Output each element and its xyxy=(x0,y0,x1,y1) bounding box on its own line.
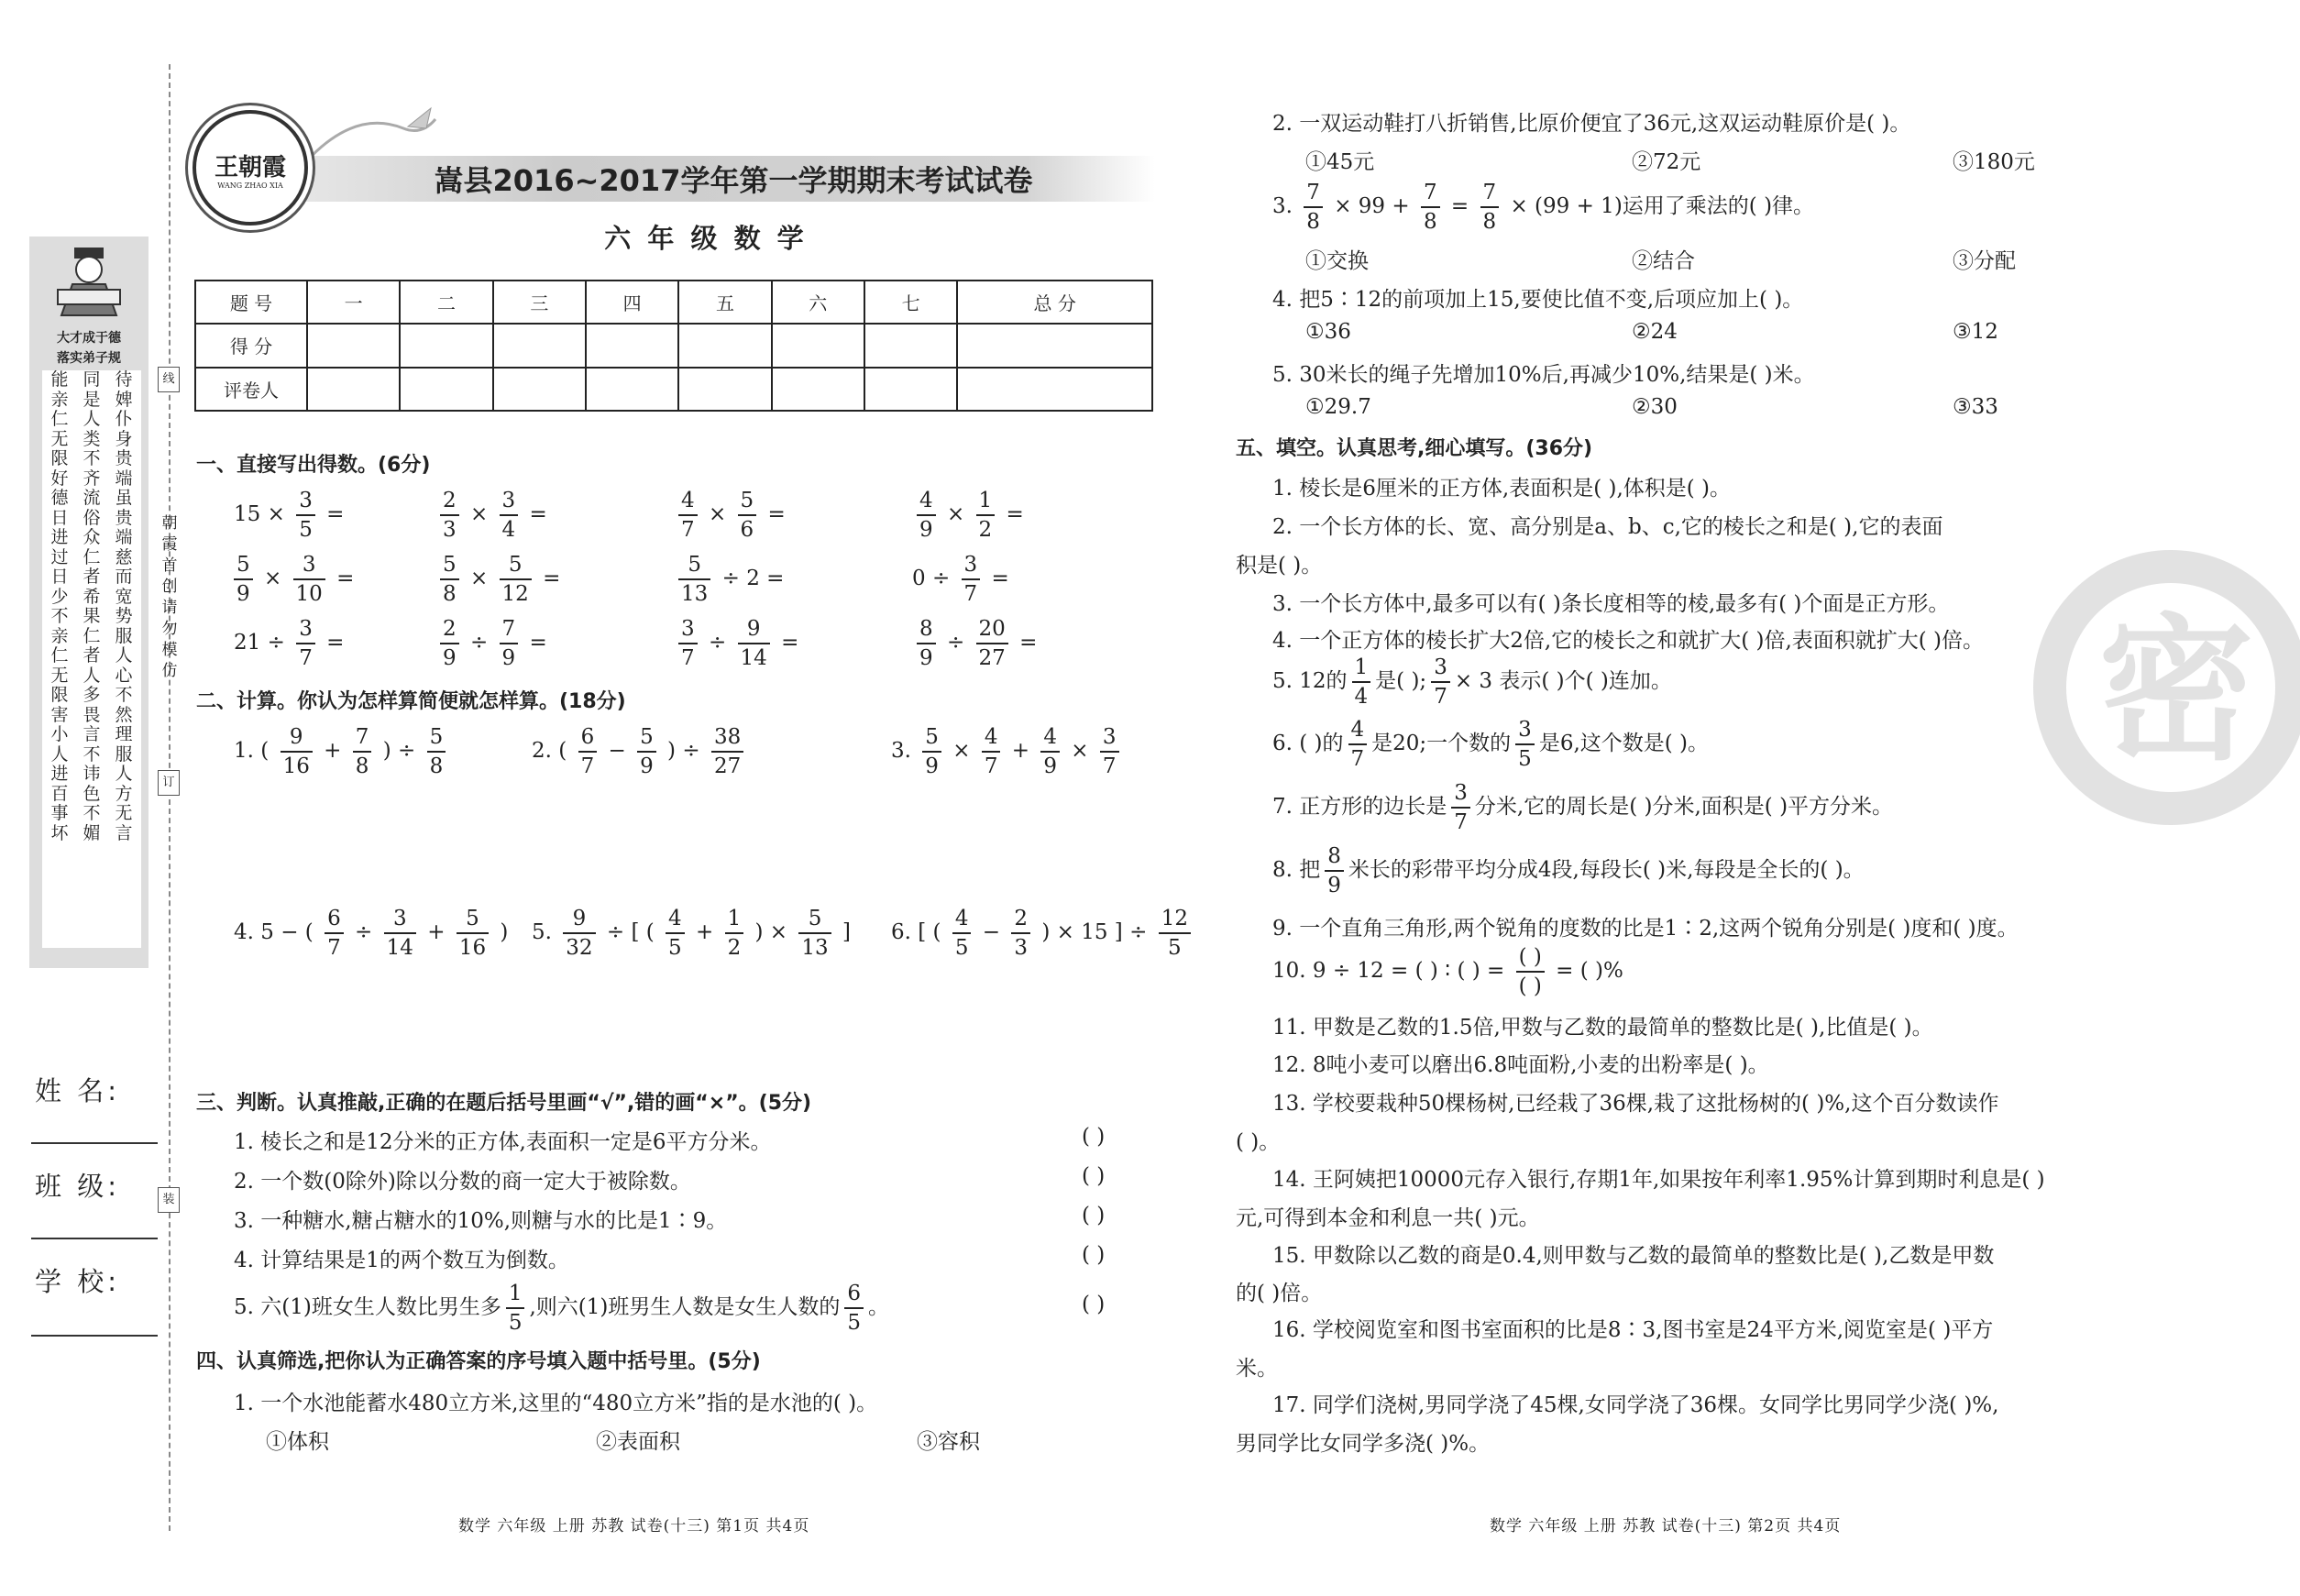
header-cell: 五 xyxy=(678,281,771,324)
fill-item-14-cont: 元,可得到本金和利息一共( )元。 xyxy=(1236,1206,1540,1230)
binding-marker-line: 线 xyxy=(158,367,180,392)
oral-item: 0 ÷ $\frac{3}{7}$ = xyxy=(912,553,1009,606)
choice-option[interactable]: ③容积 xyxy=(917,1430,980,1454)
choice-option[interactable]: ①36 xyxy=(1305,320,1351,344)
section-5-title: 五、填空。认真思考,细心填写。(36分) xyxy=(1236,437,1593,460)
binding-line xyxy=(169,64,171,1531)
class-field-label: 班 级: xyxy=(35,1171,120,1202)
calc-item: 3. $\frac{5}{9}$ × $\frac{4}{7}$ + $\frac{4}{9}$ × $\frac{3}{7}$ xyxy=(891,721,1124,781)
score-cell[interactable] xyxy=(400,368,492,411)
binding-marker-fold: 订 xyxy=(158,770,180,796)
row-label: 评卷人 xyxy=(195,368,307,411)
name-field-line[interactable] xyxy=(31,1142,158,1144)
judge-item-3: 3. 一种糖水,糖占糖水的10%,则糖与水的比是1∶9。 xyxy=(234,1209,728,1233)
logo-badge xyxy=(193,110,308,226)
choice-item-2: 2. 一双运动鞋打八折销售,比原价便宜了36元,这双运动鞋原价是( )。 xyxy=(1272,112,1911,136)
choice-option[interactable]: ③180元 xyxy=(1953,150,2035,174)
binding-marker-bind: 装 xyxy=(158,1187,180,1213)
fill-item-16: 16. 学校阅览室和图书室面积的比是8∶3,图书室是24平方米,阅览室是( )平方 xyxy=(1272,1318,1994,1342)
score-cell[interactable] xyxy=(493,324,586,367)
header-cell: 一 xyxy=(307,281,400,324)
header-cell: 七 xyxy=(864,281,957,324)
page-footer-left: 数学 六年级 上册 苏教 试卷(十三) 第1页 共4页 xyxy=(458,1517,810,1535)
name-field-label: 姓 名: xyxy=(35,1075,120,1106)
confidential-stamp xyxy=(2033,550,2300,825)
fill-item-17-cont: 男同学比女同学多浇( )%。 xyxy=(1236,1432,1491,1456)
fill-item-15: 15. 甲数除以乙数的商是0.4,则甲数与乙数的最简单的整数比是( ),乙数是甲数 xyxy=(1272,1244,1995,1268)
choice-option[interactable]: ③12 xyxy=(1953,320,1998,344)
oral-item: $\frac{4}{7}$ × $\frac{5}{6}$ = xyxy=(674,484,786,545)
fill-item-13: 13. 学校要栽种50棵杨树,已经栽了36棵,栽了这批杨树的( )%,这个百分数读作 xyxy=(1272,1092,1999,1116)
verse-column-3: 待婢仆身贵端虽贵端慈而宽势服人心不然理服人方无言 xyxy=(115,369,133,843)
score-cell[interactable] xyxy=(307,324,400,367)
fill-item-10: 10. 9 ÷ 12 = ( ) ∶ ( ) = $\frac{( )}{( )}$ = ( )% xyxy=(1272,945,1623,998)
stamp-character: 密 xyxy=(2097,600,2254,782)
fill-item-11: 11. 甲数是乙数的1.5倍,甲数与乙数的最简单的整数比是( ),比值是( )。 xyxy=(1272,1016,1933,1040)
choice-option[interactable]: ③33 xyxy=(1953,395,1998,419)
choice-item-3: 3. $\frac{7}{8}$ × 99 + $\frac{7}{8}$ = $\frac{7}{8}$ × (99 + 1)运用了乘法的( )律。 xyxy=(1272,181,1815,234)
motto-line-2: 落实弟子规 xyxy=(57,351,121,366)
judge-item-5: 5. 六(1)班女生人数比男生多 $\frac{1}{5}$ ,则六(1)班男生人数是女生人数的 $\frac{6}{5}$ 。 xyxy=(234,1282,890,1335)
logo-text: 王朝霞 xyxy=(214,154,286,182)
choice-option[interactable]: ①体积 xyxy=(266,1430,329,1454)
section-3-title: 三、判断。认真推敲,正确的在题后括号里画“√”,错的画“×”。(5分) xyxy=(196,1092,812,1115)
fill-item-2: 2. 一个长方体的长、宽、高分别是a、b、c,它的棱长之和是( ),它的表面 xyxy=(1272,515,1943,539)
score-cell[interactable] xyxy=(772,368,864,411)
judge-item-2: 2. 一个数(0除外)除以分数的商一定大于被除数。 xyxy=(234,1170,691,1194)
score-cell[interactable] xyxy=(864,324,957,367)
header-cell: 六 xyxy=(772,281,864,324)
school-field-line[interactable] xyxy=(31,1335,158,1337)
fill-item-8: 8. 把 $\frac{8}{9}$ 米长的彩带平均分成4段,每段长( )米,每段是全长的( )。 xyxy=(1272,844,1865,897)
fill-item-7: 7. 正方形的边长是 $\frac{3}{7}$ 分米,它的周长是( )分米,面积是( )平方分米。 xyxy=(1272,781,1894,834)
logo-subtext: WANG ZHAO XIA xyxy=(217,182,283,190)
score-cell[interactable] xyxy=(772,324,864,367)
choice-option[interactable]: ②72元 xyxy=(1632,150,1701,174)
judge-paren[interactable]: ( ) xyxy=(1082,1293,1106,1316)
fill-item-16-cont: 米。 xyxy=(1236,1357,1278,1381)
oral-item: $\frac{3}{7}$ ÷ $\frac{9}{14}$ = xyxy=(674,612,798,673)
score-cell[interactable] xyxy=(586,324,678,367)
grader-row xyxy=(195,368,1152,411)
fill-item-13-cont: ( )。 xyxy=(1236,1130,1281,1154)
fill-item-17: 17. 同学们浇树,男同学浇了45棵,女同学浇了36棵。女同学比男同学少浇( )%, xyxy=(1272,1393,1999,1417)
score-cell[interactable] xyxy=(864,368,957,411)
row-label: 得 分 xyxy=(195,324,307,367)
score-table xyxy=(194,280,1153,412)
score-table-header xyxy=(195,281,1152,324)
section-1-title: 一、直接写出得数。(6分) xyxy=(196,454,431,477)
fill-item-5: 5. 12的 $\frac{1}{4}$ 是( ); $\frac{3}{7}$ × 3 表示( )个( )连加。 xyxy=(1272,655,1672,709)
motto-box xyxy=(29,237,149,968)
page-footer-right: 数学 六年级 上册 苏教 试卷(十三) 第2页 共4页 xyxy=(1490,1517,1842,1535)
fill-item-14: 14. 王阿姨把10000元存入银行,存期1年,如果按年利率1.95%计算到期时利息是( ) xyxy=(1272,1168,2045,1192)
judge-item-4: 4. 计算结果是1的两个数互为倒数。 xyxy=(234,1249,569,1272)
choice-option[interactable]: ①45元 xyxy=(1305,150,1375,174)
choice-option[interactable]: ②结合 xyxy=(1632,249,1695,273)
calc-item: 1. ( $\frac{9}{16}$ + $\frac{7}{8}$ ) ÷ $\frac{5}{8}$ xyxy=(234,721,450,781)
choice-item-1: 1. 一个水池能蓄水480立方米,这里的“480立方米”指的是水池的( )。 xyxy=(234,1392,878,1415)
fill-item-6: 6. ( )的 $\frac{4}{7}$ 是20;一个数的 $\frac{3}{5}$ 是6,这个数是( )。 xyxy=(1272,718,1710,771)
motto-line-1: 大才成于德 xyxy=(57,331,121,346)
scholar-figure xyxy=(52,244,126,321)
verse-panel xyxy=(42,370,141,948)
score-cell[interactable] xyxy=(957,324,1152,367)
oral-item: $\frac{8}{9}$ ÷ $\frac{20}{27}$ = xyxy=(912,612,1037,673)
oral-item: 15 × $\frac{3}{5}$ = xyxy=(234,489,345,542)
verse-column-2: 同是人类不齐流俗众仁者希果仁者人多畏言不讳色不媚 xyxy=(83,369,101,843)
oral-item: $\frac{5}{13}$ ÷ 2 = xyxy=(674,548,784,609)
calc-item: 4. 5 − ( $\frac{6}{7}$ ÷ $\frac{3}{14}$ + $\frac{5}{16}$ ) xyxy=(234,907,509,960)
fill-item-4: 4. 一个正方体的棱长扩大2倍,它的棱长之和就扩大( )倍,表面积就扩大( )倍。 xyxy=(1272,629,1985,653)
choice-item-4: 4. 把5∶12的前项加上15,要使比值不变,后项应加上( )。 xyxy=(1272,288,1804,312)
header-cell: 四 xyxy=(586,281,678,324)
exam-subtitle: 六 年 级 数 学 xyxy=(604,223,808,254)
choice-item-5: 5. 30米长的绳子先增加10%后,再减少10%,结果是( )米。 xyxy=(1272,363,1815,387)
score-cell[interactable] xyxy=(493,368,586,411)
exam-title: 嵩县2016~2017学年第一学期期末考试试卷 xyxy=(434,163,1033,198)
score-cell[interactable] xyxy=(678,324,771,367)
choice-option[interactable]: ②表面积 xyxy=(596,1430,680,1454)
fill-item-3: 3. 一个长方体中,最多可以有( )条长度相等的棱,最多有( )个面是正方形。 xyxy=(1272,592,1950,616)
judge-paren[interactable]: ( ) xyxy=(1082,1125,1106,1149)
section-4-title: 四、认真筛选,把你认为正确答案的序号填入题中括号里。(5分) xyxy=(196,1350,761,1373)
oral-item: $\frac{4}{9}$ × $\frac{1}{2}$ = xyxy=(912,484,1024,545)
judge-paren[interactable]: ( ) xyxy=(1082,1243,1106,1267)
score-row xyxy=(195,324,1152,367)
choice-option[interactable]: ②30 xyxy=(1632,395,1678,419)
ribbon-decoration xyxy=(303,101,440,165)
header-cell: 总 分 xyxy=(957,281,1152,324)
choice-option[interactable]: ②24 xyxy=(1632,320,1678,344)
score-cell[interactable] xyxy=(957,368,1152,411)
judge-paren[interactable]: ( ) xyxy=(1082,1204,1106,1227)
oral-item: $\frac{5}{8}$ × $\frac{5}{12}$ = xyxy=(435,548,560,609)
school-field-label: 学 校: xyxy=(35,1266,120,1297)
fill-item-9: 9. 一个直角三角形,两个锐角的度数的比是1∶2,这两个锐角分别是( )度和( )度。 xyxy=(1272,917,2019,941)
fill-item-2-cont: 积是( )。 xyxy=(1236,554,1323,578)
oral-item: $\frac{2}{3}$ × $\frac{3}{4}$ = xyxy=(435,484,547,545)
score-cell[interactable] xyxy=(678,368,771,411)
choice-option[interactable]: ①29.7 xyxy=(1305,395,1371,419)
judge-paren[interactable]: ( ) xyxy=(1082,1164,1106,1188)
fill-item-15-cont: 的( )倍。 xyxy=(1236,1282,1323,1305)
fill-item-12: 12. 8吨小麦可以磨出6.8吨面粉,小麦的出粉率是( )。 xyxy=(1272,1053,1769,1077)
oral-item: $\frac{2}{9}$ ÷ $\frac{7}{9}$ = xyxy=(435,612,547,673)
calc-item: 2. ( $\frac{6}{7}$ − $\frac{5}{9}$ ) ÷ $\frac{38}{27}$ xyxy=(532,721,748,781)
oral-item: 21 ÷ $\frac{3}{7}$ = xyxy=(234,617,345,670)
class-field-line[interactable] xyxy=(31,1238,158,1239)
choice-option[interactable]: ①交换 xyxy=(1305,249,1369,273)
choice-option[interactable]: ③分配 xyxy=(1953,249,2016,273)
header-cell: 题 号 xyxy=(195,281,307,324)
score-cell[interactable] xyxy=(586,368,678,411)
calc-item: 6. [ ( $\frac{4}{5}$ − $\frac{2}{3}$ ) × 15 ] ÷ $\frac{12}{5}$ xyxy=(891,902,1195,963)
section-2-title: 二、计算。你认为怎样算简便就怎样算。(18分) xyxy=(196,690,626,713)
score-cell[interactable] xyxy=(400,324,492,367)
copyright-notice: 朝霞首创 请勿模仿 xyxy=(161,514,178,680)
score-cell[interactable] xyxy=(307,368,400,411)
calc-item: 5. $\frac{9}{32}$ ÷ [ ( $\frac{4}{5}$ + $\frac{1}{2}$ ) × $\frac{5}{13}$ ] xyxy=(532,907,851,960)
header-cell: 三 xyxy=(493,281,586,324)
judge-item-1: 1. 棱长之和是12分米的正方体,表面积一定是6平方分米。 xyxy=(234,1130,772,1154)
oral-item: $\frac{5}{9}$ × $\frac{3}{10}$ = xyxy=(229,548,354,609)
fill-item-1: 1. 棱长是6厘米的正方体,表面积是( ),体积是( )。 xyxy=(1272,477,1732,501)
verse-column-1: 能亲仁无限好德日进过日少不亲仁无限害小人进百事坏 xyxy=(50,369,69,843)
header-cell: 二 xyxy=(400,281,492,324)
